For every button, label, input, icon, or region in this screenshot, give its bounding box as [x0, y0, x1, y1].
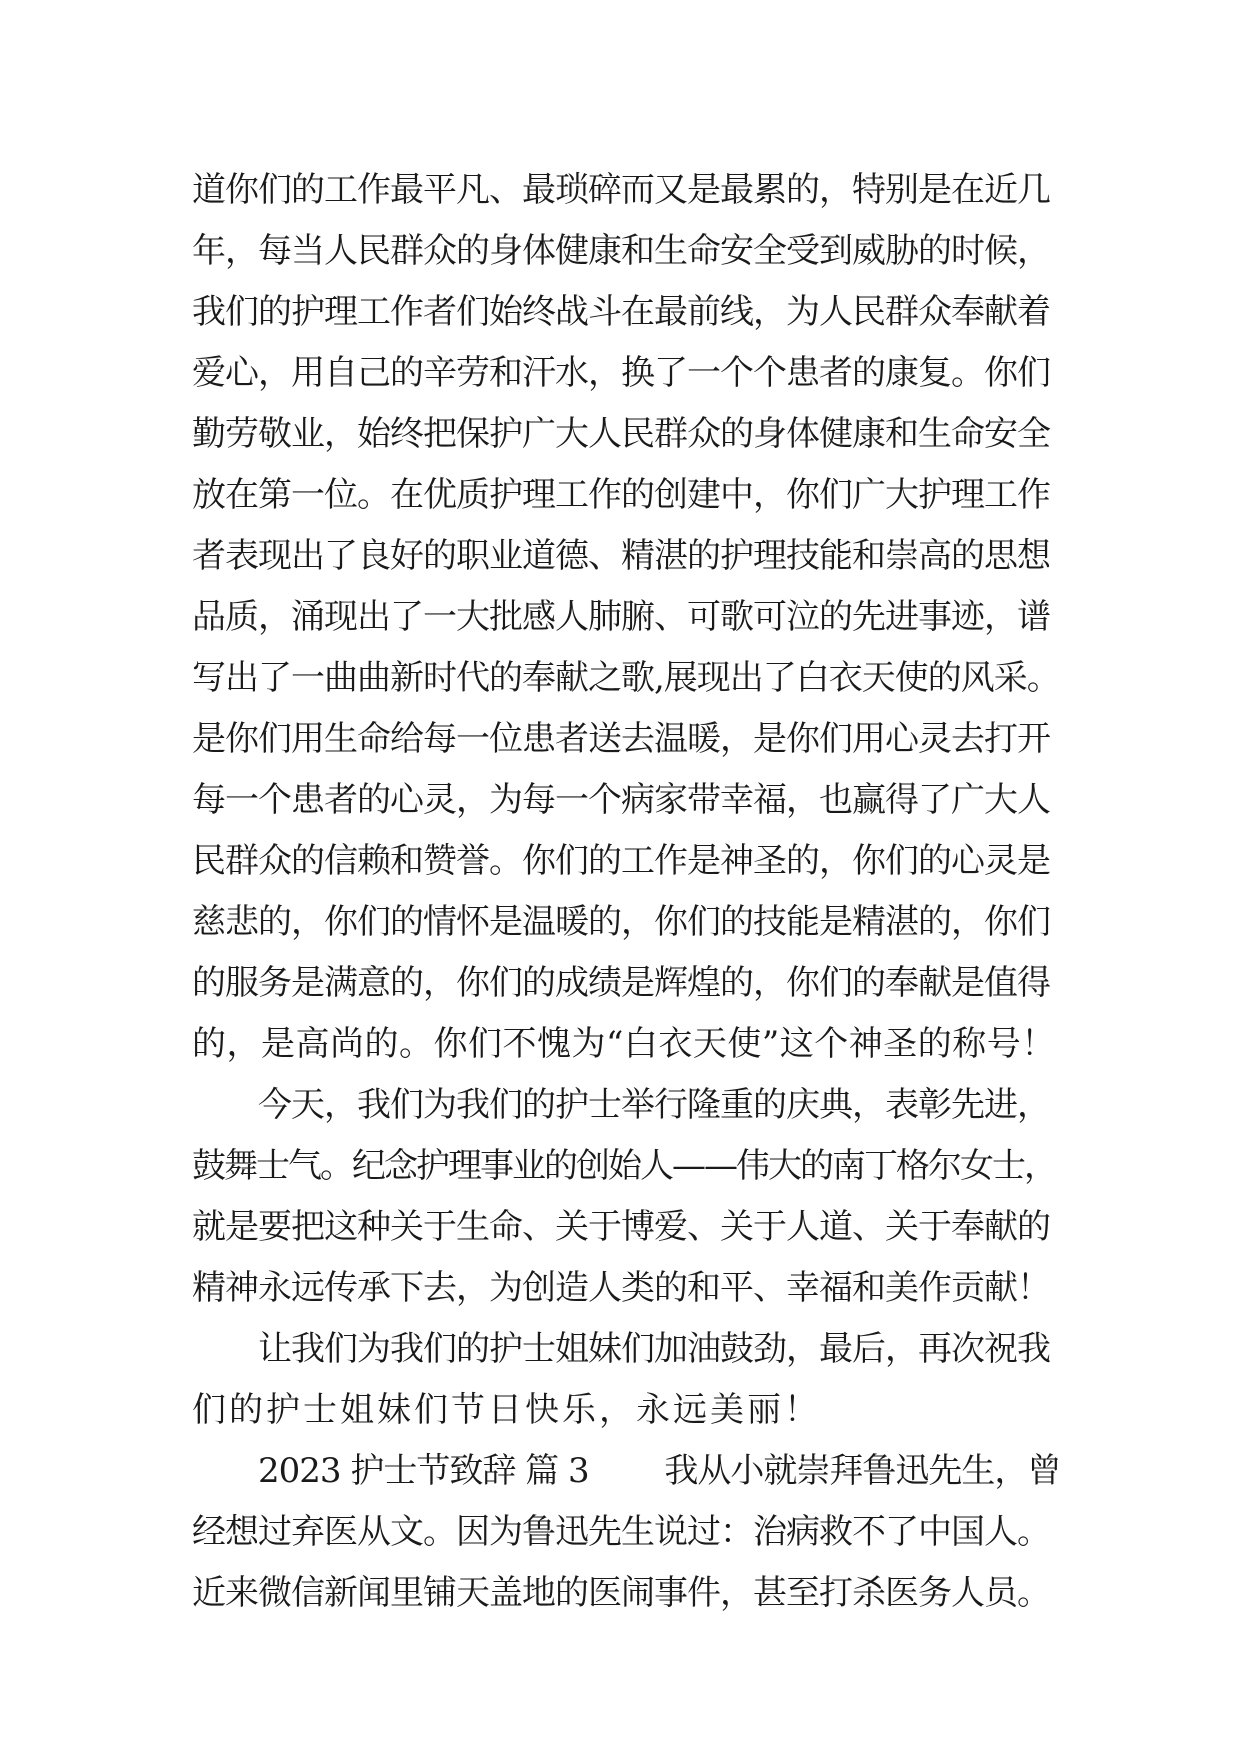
body-text	[192, 160, 1062, 1624]
text-line: 放在第一位。在优质护理工作的创建中，你们广大护理工作	[192, 475, 1050, 515]
text-line: 我们的护理工作者们始终战斗在最前线，为人民群众奉献着	[192, 292, 1050, 332]
text-line: 精神永远传承下去，为创造人类的和平、幸福和美作贡献！	[192, 1268, 1050, 1308]
text-line: 品质，涌现出了一大批感人肺腑、可歌可泣的先进事迹，谱	[192, 597, 1050, 637]
text-line: 近来微信新闻里铺天盖地的医闹事件，甚至打杀医务人员。	[192, 1573, 1050, 1613]
text-line: 就是要把这种关于生命、关于博爱、关于人道、关于奉献的	[192, 1207, 1050, 1247]
text-line: 们的护士姐妹们节日快乐，永远美丽！	[192, 1390, 821, 1430]
text-line: 民群众的信赖和赞誉。你们的工作是神圣的，你们的心灵是	[192, 841, 1050, 881]
text-line: 者表现出了良好的职业道德、精湛的护理技能和崇高的思想	[192, 536, 1050, 576]
text-line: 是你们用生命给每一位患者送去温暖，是你们用心灵去打开	[192, 719, 1050, 759]
text-line: 勤劳敬业，始终把保护广大人民群众的身体健康和生命安全	[192, 414, 1050, 454]
paragraph-start-line: 让我们为我们的护士姐妹们加油鼓劲，最后，再次祝我	[192, 1329, 1050, 1369]
section-heading-line: 2023 护士节致辞 篇 3 我从小就崇拜鲁迅先生，曾	[192, 1451, 1061, 1491]
paragraph-start-line: 今天，我们为我们的护士举行隆重的庆典，表彰先进，	[192, 1085, 1050, 1125]
text-line: 每一个患者的心灵，为每一个病家带幸福，也赢得了广大人	[192, 780, 1050, 820]
text-line: 经想过弃医从文。因为鲁迅先生说过：治病救不了中国人。	[192, 1512, 1050, 1552]
text-line: 道你们的工作最平凡、最琐碎而又是最累的，特别是在近几	[192, 170, 1050, 210]
text-line: 的服务是满意的，你们的成绩是辉煌的，你们的奉献是值得	[192, 963, 1050, 1003]
text-line: 的，是高尚的。你们不愧为“白衣天使”这个神圣的称号！	[192, 1024, 1056, 1064]
text-line: 年，每当人民群众的身体健康和生命安全受到威胁的时候，	[192, 231, 1050, 271]
text-line: 写出了一曲曲新时代的奉献之歌,展现出了白衣天使的风采。	[192, 658, 1060, 698]
text-line: 爱心，用自己的辛劳和汗水，换了一个个患者的康复。你们	[192, 353, 1050, 393]
text-line: 慈悲的，你们的情怀是温暖的，你们的技能是精湛的，你们	[192, 902, 1050, 942]
text-line: 鼓舞士气。纪念护理事业的创始人——伟大的南丁格尔女士，	[192, 1146, 1056, 1186]
